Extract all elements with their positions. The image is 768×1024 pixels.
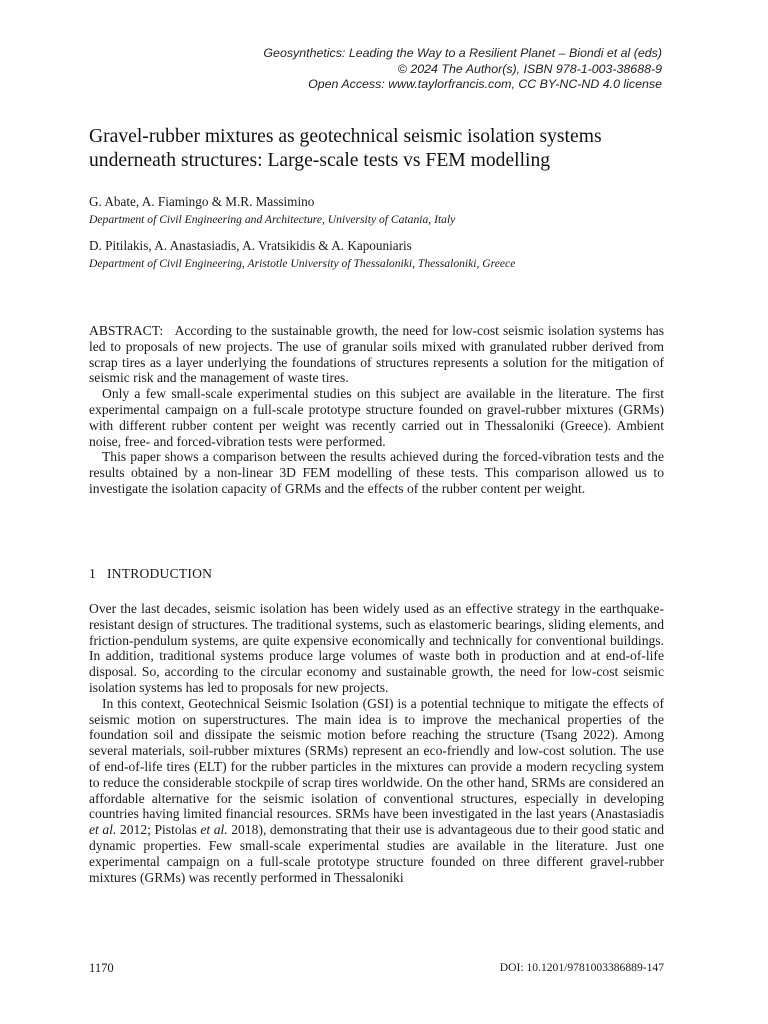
abstract-label: ABSTRACT: [89,323,164,338]
introduction-text [89,601,664,885]
header-proceedings: Geosynthetics: Leading the Way to a Resilient Planet – Biondi et al (eds) [263,46,662,60]
doi-reference: DOI: 10.1201/9781003386889-147 [499,961,664,974]
header-copyright: © 2024 The Author(s), ISBN 978-1-003-38688-9 [397,61,662,76]
abstract-paragraph-2: Only a few small-scale experimental studies on this subject are available in the literature. The first experimental campaign on a full-scale prototype structure founded on gravel-rubber mixtures (GRMs) with different rubber content per weight was recently carried out in Thessaloniki (Greece). Ambient noise, free- and forced-vibration tests were performed. [89,386,664,449]
section-heading [89,566,212,582]
section-title: INTRODUCTION [107,566,213,581]
intro-paragraph-2: In this context, Geotechnical Seismic Isolation (GSI) is a potential technique to mitigate the effects of seismic motion on superstructures. The main idea is to improve the mechanical properties of the foundation soil and dissipate the seismic motion before reaching the structure (Tsang 2022). Among several materials, soil-rubber mixtures (SRMs) represent an eco-friendly and low-cost solution. The use of end-of-life tires (ELT) for the rubber particles in the mixtures can provide a modern recycling system to reduce the considerable stockpile of scrap tires worldwide. On the other hand, SRMs are considered an affordable alternative for the seismic isolation of conventional structures, especially in developing countries having limited financial resources. SRMs have been investigated in the last years (Anastasiadis et al. 2012; Pistolas et al. 2018), demonstrating that their use is advantageous due to their good static and dynamic properties. Few small-scale experimental studies are available in the literature. Just one experimental campaign on a full-scale prototype structure founded on three different gravel-rubber mixtures (GRMs) was recently performed in Thessaloniki [89,695,664,885]
title-line-2: underneath structures: Large-scale tests vs FEM modelling [89,150,551,171]
paper-title [89,125,689,173]
author-group-1: G. Abate, A. Fiamingo & M.R. Massimino [89,194,315,209]
intro-paragraph-1: Over the last decades, seismic isolation has been widely used as an effective strategy in the earthquake-resistant design of structures. The traditional systems, such as elastomeric bearings, sliding elements, and friction-pendulum systems, are quite expensive economically and technically for conventional buildings. In addition, traditional systems produce large volumes of waste both in production and at end-of-life disposal. So, according to the circular economy and sustainable growth, the need for low-cost seismic isolation systems has led to proposals for new projects. [89,601,664,695]
affiliation-2: Department of Civil Engineering, Aristotle University of Thessaloniki, Thessaloniki, Greece [89,257,516,270]
page-footer [89,961,664,976]
section-number: 1 [89,566,96,581]
author-group-2: D. Pitilakis, A. Anastasiadis, A. Vratsikidis & A. Kapouniaris [89,238,412,253]
title-line-1: Gravel-rubber mixtures as geotechnical seismic isolation systems [89,126,602,147]
page-number: 1170 [89,961,114,975]
abstract-paragraph-1: ABSTRACT: According to the sustainable growth, the need for low-cost seismic isolation systems has led to proposals of new projects. The use of granular soils mixed with granulated rubber derived from scrap tires as a layer underlying the foundations of structures represents a solution for the mitigation of seismic risk and the management of waste tires. [89,323,664,386]
affiliation-1: Department of Civil Engineering and Architecture, University of Catania, Italy [89,213,456,226]
header-license: Open Access: www.taylorfrancis.com, CC BY-NC-ND 4.0 license [308,77,662,91]
abstract-paragraph-3: This paper shows a comparison between the results achieved during the forced-vibration tests and the results obtained by a non-linear 3D FEM modelling of these tests. This comparison allowed us to investigate the isolation capacity of GRMs and the effects of the rubber content per weight. [89,449,664,496]
publication-header [102,46,662,93]
abstract [89,323,664,497]
